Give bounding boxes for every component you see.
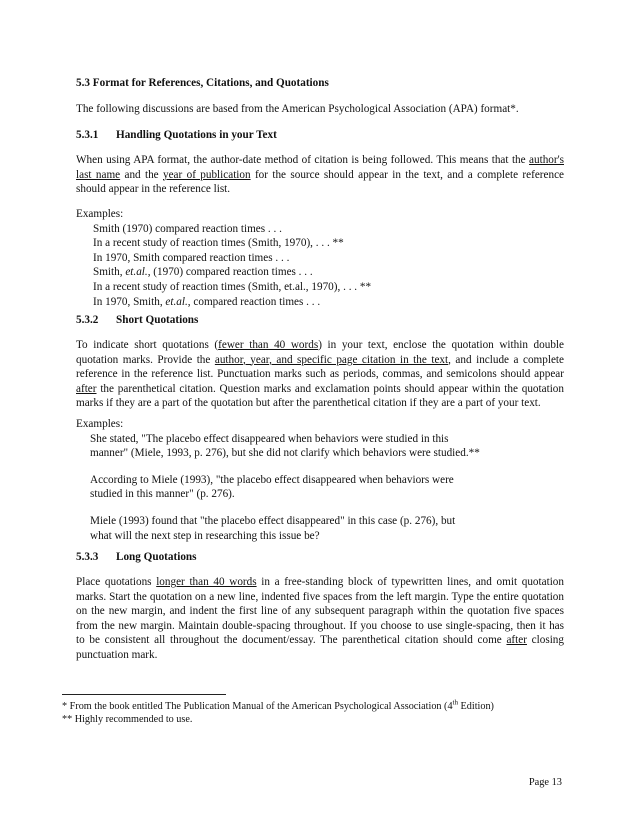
text-run: closing punctuation mark. xyxy=(76,634,564,661)
underlined-text: after xyxy=(506,634,527,647)
examples-532 xyxy=(76,417,564,543)
underlined-text: longer than 40 words xyxy=(156,576,257,588)
underlined-text: fewer than 40 words xyxy=(218,339,319,351)
text-run: When using APA format, the author-date method of citation is being followed. This means that the xyxy=(76,154,530,166)
text-run: and the xyxy=(120,168,163,181)
example-line: According to Miele (1993), "the placebo effect disappeared when behaviors were xyxy=(90,473,454,486)
example-line: what will the next step in researching this issue be? xyxy=(90,529,320,542)
paragraph-532 xyxy=(76,338,564,411)
example-line: In a recent study of reaction times (Smith, 1970), . . . ** xyxy=(93,237,344,250)
text-run: To indicate short quotations ( xyxy=(76,339,219,351)
example-line: She stated, "The placebo effect disappeared when behaviors were studied in this xyxy=(90,432,449,445)
examples-531 xyxy=(76,207,564,309)
example-line: In 1970, Smith compared reaction times . . . xyxy=(93,251,290,264)
subsection-title: Long Quotations xyxy=(116,551,197,563)
subsection-heading-533 xyxy=(76,550,564,565)
example-line: Miele (1993) found that "the placebo effect disappeared" in this case (p. 276), but xyxy=(90,514,456,527)
subsection-number: 5.3.3 xyxy=(76,551,99,563)
underlined-text: author, year, and specific page citation in the text xyxy=(214,353,449,366)
paragraph-533 xyxy=(76,575,564,663)
subsection-number: 5.3.1 xyxy=(76,129,99,141)
footnote-2: ** Highly recommended to use. xyxy=(62,714,193,725)
text-run: ) in your text, enclose the quotation within double quotation marks. Provide the xyxy=(76,339,564,366)
section-heading: 5.3 Format for References, Citations, and Quotations xyxy=(76,77,329,89)
footnote-1: * From the book entitled The Publication Manual of the American Psychological Association (4th Edition) xyxy=(62,698,494,712)
underlined-text: year of publication xyxy=(163,168,251,181)
subsection-title: Handling Quotations in your Text xyxy=(116,129,277,141)
example-line: In 1970, Smith, et.al., compared reaction times . . . xyxy=(93,295,321,308)
section-intro: The following discussions are based from the American Psychological Association (APA) format*. xyxy=(76,103,519,115)
text-run: , and include a complete reference in the reference list. Punctuation marks such as periods, commas, and semicolons should appear xyxy=(76,353,564,381)
examples-label: Examples: xyxy=(76,208,124,220)
underlined-text: after xyxy=(76,382,97,395)
paragraph-531 xyxy=(76,153,564,197)
subsection-title: Short Quotations xyxy=(116,314,199,326)
example-line: In a recent study of reaction times (Smith, et.al., 1970), . . . ** xyxy=(93,280,372,293)
example-line: studied in this manner" (p. 276). xyxy=(90,488,235,501)
underlined-text: author's last name xyxy=(76,154,564,181)
text-run: Place quotations xyxy=(76,576,157,588)
subsection-number: 5.3.2 xyxy=(76,314,99,326)
footnote-divider xyxy=(62,694,226,695)
subsection-heading-531 xyxy=(76,128,564,143)
example-line: Smith (1970) compared reaction times . . . xyxy=(93,222,282,235)
text-run: for the source should appear in the text, and a complete reference should appear in the reference list. xyxy=(76,168,565,196)
example-line: manner" (Miele, 1993, p. 276), but she did not clarify which behaviors were studied.** xyxy=(90,447,480,460)
page-number: Page 13 xyxy=(528,777,562,788)
examples-label: Examples: xyxy=(76,418,124,430)
example-line: Smith, et.al., (1970) compared reaction times . . . xyxy=(93,266,313,279)
text-run: in a free-standing block of typewritten lines, and omit quotation marks. Start the quotation on a new line, indented five spaces from the left margin. Type the entire quotation on the new margin, and indent the first line of any subsequent paragraph within the quotation five spaces from the new margin. Maintain double-spacing throughout. If you choose to use single-spacing, then it has to be consistent all throughout the document/essay. The parenthetical citation should come xyxy=(76,576,564,647)
subsection-heading-532 xyxy=(76,313,564,328)
text-run: the parenthetical citation. Question marks and exclamation points should appear within the quotation marks if they are a part of the quotation but after the parenthetical citation if they are a part of your text. xyxy=(76,382,564,410)
